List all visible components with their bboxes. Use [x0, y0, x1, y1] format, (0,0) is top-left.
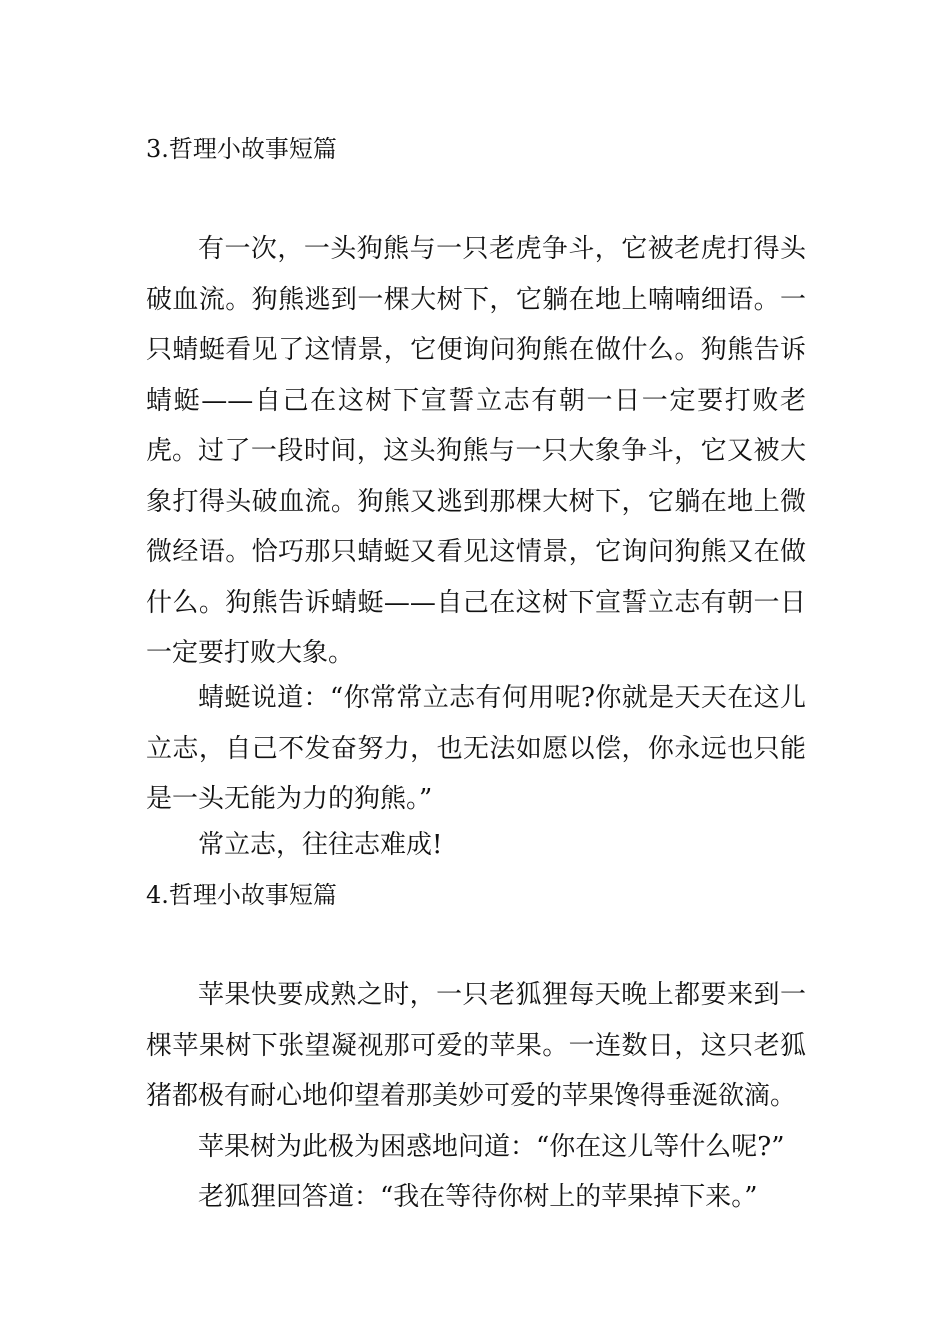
section-4-paragraph-1: 苹果快要成熟之时，一只老狐狸每天晚上都要来到一棵苹果树下张望凝视那可爱的苹果。一连数日，这只老狐猪都极有耐心地仰望着那美妙可爱的苹果馋得垂涎欲滴。 — [146, 980, 806, 1112]
section-3-paragraph-2: 过了一段时间，这头狗熊与一只大象争斗，它又被大象打得头破血流。狗熊又逃到那棵大树下，它躺在地上微微经语。恰巧那只蜻蜓又看见这情景，它询问狗熊又在做什么。狗熊告诉蜻蜓——自己在这树下宣誓立志有朝一日一定要打败大象。 — [146, 436, 806, 669]
section-3-paragraph-3: 蜻蜓说道：“你常常立志有何用呢?你就是天天在这儿立志，自己不发奋努力，也无法如愿以偿，你永远也只能是一头无能为力的狗熊。” — [146, 683, 806, 815]
section-3-moral: 常立志，往往志难成! — [198, 830, 443, 860]
section-4-paragraph-3: 老狐狸回答道：“我在等待你树上的苹果掉下来。” — [198, 1182, 758, 1212]
section-3-paragraph-1: 有一次，一头狗熊与一只老虎争斗，它被老虎打得头破血流。狗熊逃到一棵大树下，它躺在地上喃喃细语。一只蜻蜓看见了这情景，它便询问狗熊在做什么。狗熊告诉蜻蜓——自己在这树下宣誓立志有朝一日一定要打败老虎。 — [146, 234, 806, 467]
section-4-heading: 4.哲理小故事短篇 — [146, 881, 337, 909]
section-3-heading: 3.哲理小故事短篇 — [146, 135, 337, 163]
section-4-paragraph-2: 苹果树为此极为困惑地问道：“你在这儿等什么呢?” — [198, 1132, 785, 1162]
